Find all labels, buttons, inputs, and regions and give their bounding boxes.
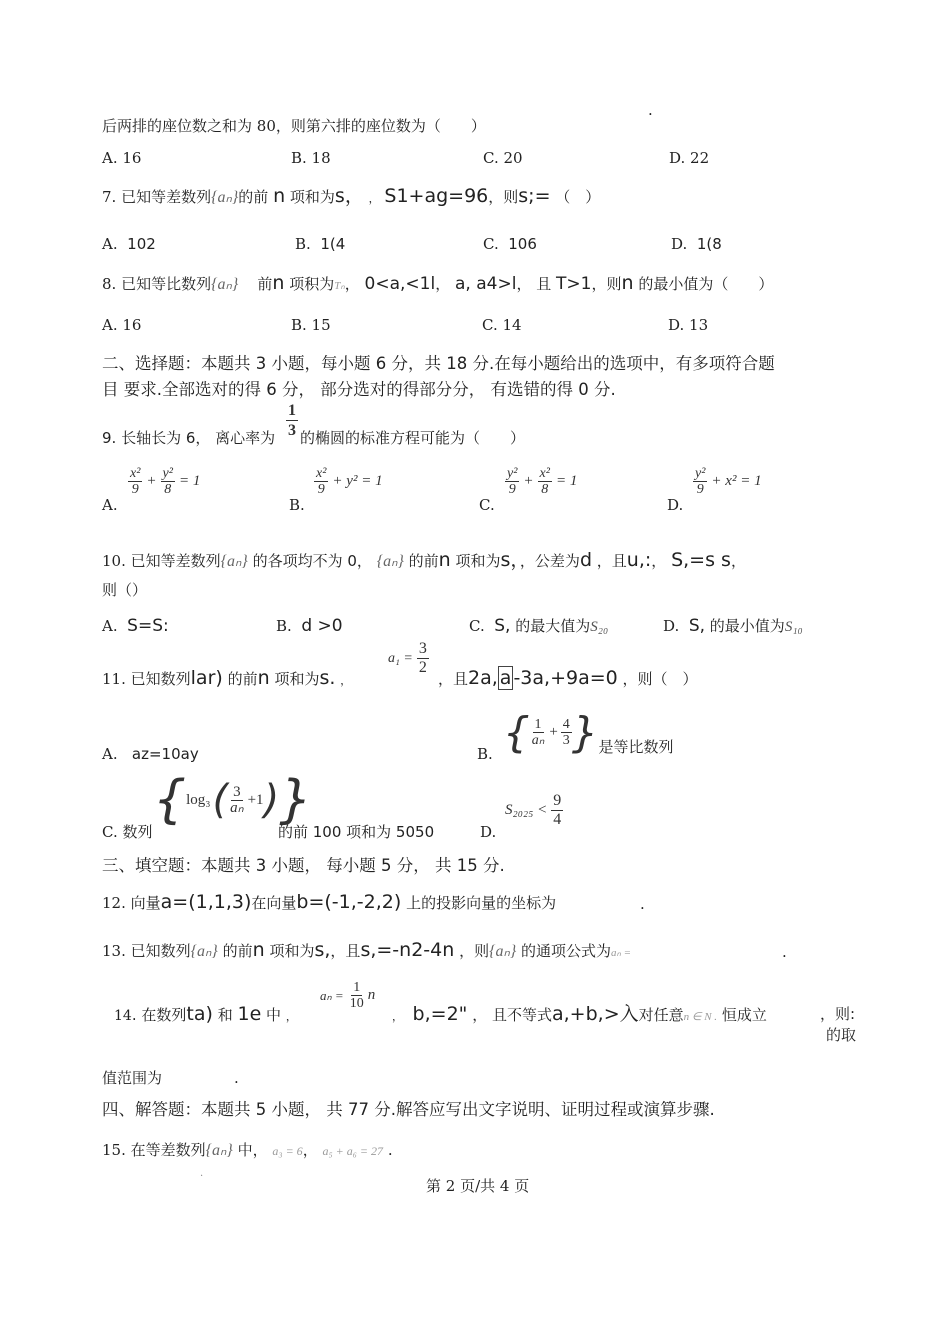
boxed-term: a xyxy=(499,667,512,689)
q8-option-c: C. 14 xyxy=(482,316,522,334)
question-11: 11. 已知数列lar) 的前n 项和为s. ， xyxy=(102,667,352,689)
q11-option-c-start: C. 数列 xyxy=(102,823,153,841)
q11-option-c-tail: 的前 100 项和为 5050 xyxy=(278,823,435,841)
sequence-symbol: {aₙ} xyxy=(211,189,239,206)
q11-option-c-formula: { log₃ ( 3 aₙ +1 ) } xyxy=(153,770,313,830)
q6-option-c: C. 20 xyxy=(483,149,523,167)
q6-stem: 后两排的座位数之和为 80，则第六排的座位数为（ ） xyxy=(102,117,486,135)
q13-end: . xyxy=(782,943,787,961)
q6-option-b: B. 18 xyxy=(291,149,331,167)
question-12: 12. 向量a=(1,1,3)在向量b=(-1,-2,2) 上的投影向量的坐标为 xyxy=(102,891,557,913)
q8-option-b: B. 15 xyxy=(291,316,331,334)
q9-option-a-letter: A. xyxy=(102,496,118,514)
q14-end: . xyxy=(234,1069,239,1087)
question-10: 10. 已知等差数列{aₙ} 的各项均不为 0， {aₙ} 的前n 项和为s，，公差为d ，且u,:， S,=s s， xyxy=(102,549,746,571)
question-8: 8. 已知等比数列{aₙ} 前n 项积为Tₙ， 0<a,<1l， a, a4>l， 且 T>1，则n 的最小值为（ ） xyxy=(102,272,774,294)
question-11-cond: ，且2a, a -3a,+9a=0 ，则（ ） xyxy=(438,667,698,689)
q9-option-c-letter: C. xyxy=(479,496,495,514)
q11-option-d: S₂₀₂₅ < 9 4 xyxy=(505,792,562,828)
q14-tail: ，则: xyxy=(820,1005,856,1023)
q11-option-d-letter: D. xyxy=(480,823,497,841)
q8-option-a: A. 16 xyxy=(102,316,142,334)
sequence-symbol: {aₙ} xyxy=(205,1142,233,1159)
sequence-symbol: {aₙ} xyxy=(220,553,248,570)
q9-option-b: x² 9 + y² = 1 xyxy=(316,466,383,497)
q9-option-a: x² 9 + $\frac{\text{y²}}{8}$ = 1 xyxy=(130,466,201,497)
eccentricity-fraction: 1 3 xyxy=(288,402,296,439)
question-7: 7. 已知等差数列{aₙ}的前 n 项和为s， ， S1+ag=96，则s;= （ ） xyxy=(102,185,601,207)
bottom-dot: . xyxy=(200,1168,204,1179)
question-9-start: 9. 长轴长为 6， 离心率为 xyxy=(102,429,276,447)
section-3-heading: 三、填空题：本题共 3 小题， 每小题 5 分， 共 15 分. xyxy=(102,856,505,875)
q10-option-d: D. S, 的最小值为S₁₀ xyxy=(663,616,803,636)
q11-option-b-letter: B. xyxy=(477,745,493,763)
q11-option-a: A. az=10ay xyxy=(102,745,199,763)
question-13: 13. 已知数列{aₙ} 的前n 项和为s,，且s,=-n2-4n ，则{aₙ} 的通项公式为aₙ = xyxy=(102,939,632,961)
q9-option-b-letter: B. xyxy=(289,496,305,514)
section-4-heading: 四、解答题：本题共 5 小题， 共 77 分.解答应写出文字说明、证明过程或演算步骤. xyxy=(102,1100,715,1119)
section-2-heading: 二、选择题：本题共 3 小题，每小题 6 分，共 18 分.在每小题给出的选项中，有多项符合题 xyxy=(102,354,775,373)
q14-line2: 值范围为 xyxy=(102,1069,163,1087)
q11-option-b: { 1 aₙ + $\frac{4}{3}$ } 是等比数列 xyxy=(503,707,674,757)
q7-option-d: D. 1(8 xyxy=(671,235,722,253)
q9-option-d: y² 9 + x² = 1 xyxy=(695,466,762,497)
question-15: 15. 在等差数列{aₙ} 中， a₃ = 6， a₅ + a₆ = 27 . xyxy=(102,1141,393,1159)
question-14-cond: ， b,=2" ， 且不等式a,+b,>入对任意n ∈ N . 恒成立 xyxy=(392,1003,767,1025)
question-9-end: 的椭圆的标准方程可能为（ ） xyxy=(300,429,526,447)
q14-an-formula: aₙ = $\frac{1}{10}$ n xyxy=(320,980,376,1011)
q12-end: . xyxy=(640,895,645,913)
question-10-line2: 则（） xyxy=(102,581,148,599)
q8-option-d: D. 13 xyxy=(668,316,709,334)
q11-a1-formula: a₁ = $\frac{3}{2}$ xyxy=(388,640,427,676)
q7-option-b: B. 1(4 xyxy=(295,235,346,253)
page-footer: 第 2 页/共 4 页 xyxy=(426,1177,530,1195)
q9-option-d-letter: D. xyxy=(667,496,684,514)
q14-tail-2: 的取 xyxy=(826,1026,857,1044)
q7-option-c: C. 106 xyxy=(483,235,537,253)
section-2-heading-line2: 目 要求.全部选对的得 6 分， 部分选对的得部分分， 有选错的得 0 分. xyxy=(102,380,616,399)
q6-option-d: D. 22 xyxy=(669,149,710,167)
sequence-symbol: {aₙ} xyxy=(376,553,404,570)
q6-option-a: A. 16 xyxy=(102,149,142,167)
q7-option-a: A. 102 xyxy=(102,235,156,253)
sequence-symbol: {aₙ} xyxy=(190,943,218,960)
sequence-symbol: {aₙ} xyxy=(489,943,517,960)
q10-option-b: B. d >0 xyxy=(276,616,343,636)
q10-option-c: C. S, 的最大值为S₂₀ xyxy=(469,616,609,636)
sequence-symbol: {aₙ} xyxy=(211,276,239,293)
q9-option-c: y² 9 + $\frac{\text{x²}}{8}$ = 1 xyxy=(507,466,578,497)
page-dot: . xyxy=(648,101,653,119)
q10-option-a: A. S=S: xyxy=(102,616,169,636)
question-14: 14. 在数列ta) 和 1e 中 ， xyxy=(114,1003,297,1025)
